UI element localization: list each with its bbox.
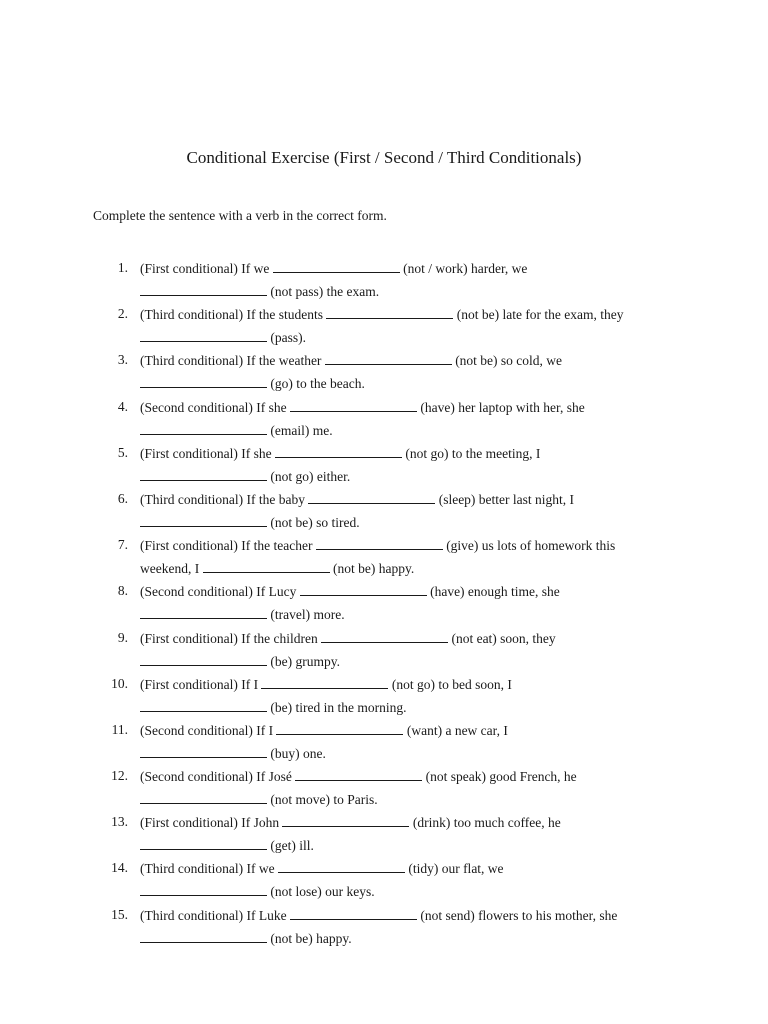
sentence-part: (First conditional) If I xyxy=(140,676,262,692)
item-sentence xyxy=(140,765,660,811)
sentence-part: (Second conditional) If Lucy xyxy=(140,584,300,600)
sentence-part: (give) us lots of homework this xyxy=(442,538,616,554)
list-item xyxy=(0,534,768,580)
sentence-part: (pass). xyxy=(267,330,306,346)
item-number: 8. xyxy=(117,583,128,599)
list-item xyxy=(0,719,768,765)
list-item xyxy=(0,904,768,950)
item-number: 7. xyxy=(117,537,128,553)
item-number: 4. xyxy=(117,398,128,414)
sentence-part: (not go) to bed soon, I xyxy=(388,676,512,692)
sentence-part: (go) to the beach. xyxy=(267,376,365,392)
answer-blank[interactable] xyxy=(295,766,422,781)
list-item xyxy=(0,442,768,488)
answer-blank[interactable] xyxy=(140,651,267,666)
answer-blank[interactable] xyxy=(273,258,400,273)
sentence-part: (not be) happy. xyxy=(267,930,352,946)
item-number: 6. xyxy=(117,490,128,506)
sentence-part: (Second conditional) If I xyxy=(140,722,277,738)
item-sentence xyxy=(140,257,660,303)
item-sentence xyxy=(140,811,660,857)
answer-blank[interactable] xyxy=(140,881,267,896)
sentence-part: (email) me. xyxy=(267,422,333,438)
sentence-part: (travel) more. xyxy=(267,607,345,623)
sentence-part: (not / work) harder, we xyxy=(399,261,528,276)
answer-blank[interactable] xyxy=(140,743,267,758)
list-item xyxy=(0,765,768,811)
item-number: 11. xyxy=(111,721,128,737)
list-item xyxy=(0,857,768,903)
answer-blank[interactable] xyxy=(326,304,453,319)
sentence-part: (not eat) soon, they xyxy=(448,630,556,646)
sentence-part: (First conditional) If the children xyxy=(140,630,322,646)
answer-blank[interactable] xyxy=(278,858,405,873)
sentence-part: (sleep) better last night, I xyxy=(435,491,575,507)
item-sentence xyxy=(140,534,660,580)
sentence-part: (not be) so cold, we xyxy=(451,353,563,369)
list-item xyxy=(0,580,768,626)
list-item xyxy=(0,488,768,534)
answer-blank[interactable] xyxy=(275,443,402,458)
sentence-part: (be) grumpy. xyxy=(267,653,340,669)
answer-blank[interactable] xyxy=(140,928,267,943)
sentence-part: (have) her laptop with her, she xyxy=(416,399,585,415)
item-sentence xyxy=(140,442,660,488)
answer-blank[interactable] xyxy=(140,789,267,804)
item-sentence xyxy=(140,627,660,673)
sentence-part: (have) enough time, she xyxy=(426,584,560,600)
list-item xyxy=(0,627,768,673)
item-number: 15. xyxy=(111,906,128,922)
answer-blank[interactable] xyxy=(140,281,267,296)
answer-blank[interactable] xyxy=(140,697,267,712)
answer-blank[interactable] xyxy=(290,905,417,920)
sentence-part: (get) ill. xyxy=(267,838,314,854)
item-number: 13. xyxy=(111,814,128,830)
page-title: Conditional Exercise (First / Second / Third Conditionals) xyxy=(186,148,582,167)
answer-blank[interactable] xyxy=(140,466,267,481)
answer-blank[interactable] xyxy=(140,604,267,619)
sentence-part: (Third conditional) If we xyxy=(140,861,278,877)
item-number: 12. xyxy=(111,768,128,784)
sentence-part: (First conditional) If we xyxy=(140,261,273,276)
answer-blank[interactable] xyxy=(282,812,409,827)
item-sentence xyxy=(140,904,660,950)
sentence-part: (not lose) our keys. xyxy=(267,884,375,900)
sentence-part: (Third conditional) If the baby xyxy=(140,491,309,507)
item-sentence xyxy=(140,857,660,903)
item-number: 2. xyxy=(117,306,128,322)
item-number: 5. xyxy=(117,444,128,460)
list-item xyxy=(0,396,768,442)
item-number: 9. xyxy=(117,629,128,645)
sentence-part: (Second conditional) If José xyxy=(140,769,296,785)
item-number: 10. xyxy=(111,675,128,691)
sentence-part: (Third conditional) If Luke xyxy=(140,907,290,923)
item-sentence xyxy=(140,303,660,349)
sentence-part: (Third conditional) If the weather xyxy=(140,353,325,369)
answer-blank[interactable] xyxy=(290,397,417,412)
item-number: 1. xyxy=(117,260,128,275)
sentence-part: (not go) to the meeting, I xyxy=(401,445,541,461)
item-sentence xyxy=(140,580,660,626)
sentence-part: (Third conditional) If the students xyxy=(140,307,327,323)
answer-blank[interactable] xyxy=(140,327,267,342)
sentence-part: (not send) flowers to his mother, she xyxy=(416,907,618,923)
sentence-part: (not move) to Paris. xyxy=(267,792,378,808)
answer-blank[interactable] xyxy=(276,720,403,735)
answer-blank[interactable] xyxy=(140,512,267,527)
item-number: 3. xyxy=(117,352,128,368)
answer-blank[interactable] xyxy=(308,489,435,504)
item-sentence xyxy=(140,673,660,719)
answer-blank[interactable] xyxy=(203,558,330,573)
instructions: Complete the sentence with a verb in the correct form. xyxy=(93,208,387,223)
answer-blank[interactable] xyxy=(300,581,427,596)
list-item xyxy=(0,811,768,857)
answer-blank[interactable] xyxy=(321,628,448,643)
exercise-list xyxy=(0,257,768,950)
sentence-part: (not be) late for the exam, they xyxy=(453,307,624,323)
sentence-part: (Second conditional) If she xyxy=(140,399,290,415)
list-item xyxy=(0,673,768,719)
sentence-part: (First conditional) If John xyxy=(140,815,283,831)
sentence-part: weekend, I xyxy=(140,561,203,577)
item-sentence xyxy=(140,396,660,442)
answer-blank[interactable] xyxy=(140,373,267,388)
sentence-part: (be) tired in the morning. xyxy=(267,699,407,715)
list-item xyxy=(0,303,768,349)
item-number: 14. xyxy=(111,860,128,876)
answer-blank[interactable] xyxy=(325,350,452,365)
sentence-part: (want) a new car, I xyxy=(403,722,508,738)
sentence-part: (not speak) good French, he xyxy=(422,769,577,785)
item-sentence xyxy=(140,719,660,765)
sentence-part: (not go) either. xyxy=(267,468,351,484)
list-item xyxy=(0,349,768,395)
item-sentence xyxy=(140,488,660,534)
sentence-part: (not be) happy. xyxy=(329,561,415,577)
answer-blank[interactable] xyxy=(140,835,267,850)
sentence-part: (First conditional) If she xyxy=(140,445,275,461)
sentence-part: (drink) too much coffee, he xyxy=(409,815,561,831)
sentence-part: (buy) one. xyxy=(267,745,326,761)
sentence-part: (not pass) the exam. xyxy=(267,284,380,299)
list-item xyxy=(0,257,768,303)
sentence-part: (not be) so tired. xyxy=(267,514,360,530)
answer-blank[interactable] xyxy=(316,535,443,550)
answer-blank[interactable] xyxy=(140,420,267,435)
sentence-part: (tidy) our flat, we xyxy=(404,861,504,877)
item-sentence xyxy=(140,349,660,395)
sentence-part: (First conditional) If the teacher xyxy=(140,538,316,554)
answer-blank[interactable] xyxy=(261,674,388,689)
